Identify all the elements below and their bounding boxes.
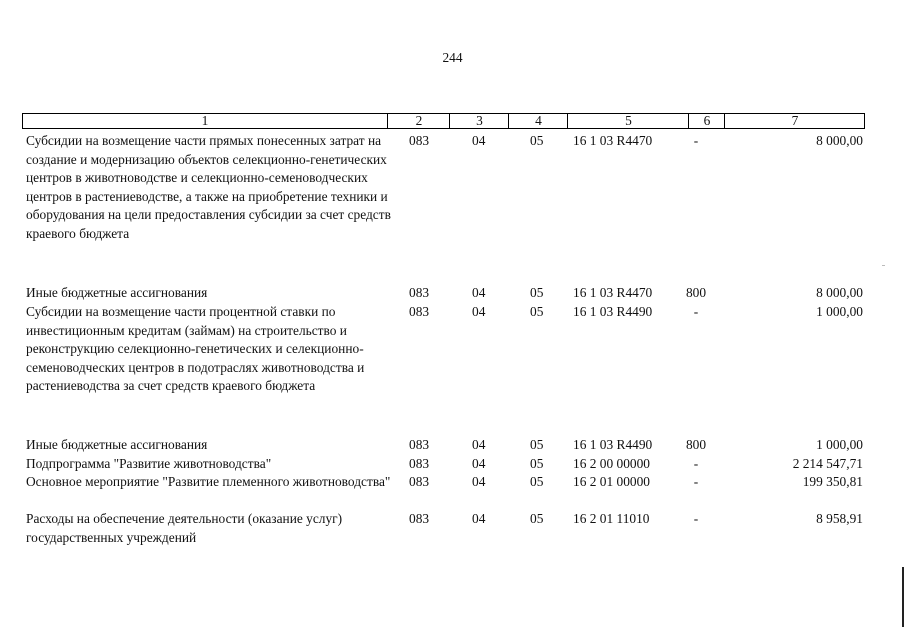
row-subsection: 05: [530, 511, 544, 526]
row-section: 04: [472, 285, 486, 300]
row-amount: 199 350,81: [802, 474, 863, 489]
row-admin-code: 083: [409, 456, 430, 471]
row-expense-type: -: [693, 133, 699, 148]
row-admin-code: 083: [409, 133, 430, 148]
row-description: Основное мероприятие "Развитие племенного животноводства": [26, 474, 391, 489]
row-target-code: 16 2 01 00000: [573, 474, 650, 489]
table-header: [22, 113, 865, 129]
row-subsection: 05: [530, 437, 544, 452]
row-expense-type: -: [693, 474, 699, 489]
row-amount: 8 000,00: [816, 133, 863, 148]
row-admin-code: 083: [409, 511, 430, 526]
header-col-7: 7: [724, 114, 865, 128]
header-col-5: 5: [567, 114, 689, 128]
row-description: Субсидии на возмещение части прямых понесенных затрат на создание и модернизацию объектов селекционно-генетических центров в животноводстве и селекционно-семеноводческих центров в растениеводстве, а также на приобретение техники и оборудования на цели предоставления субсидии за счет средств краевого бюджета: [26, 133, 391, 241]
row-admin-code: 083: [409, 474, 430, 489]
row-expense-type: -: [693, 511, 699, 526]
row-subsection: 05: [530, 474, 544, 489]
row-amount: 8 000,00: [816, 285, 863, 300]
row-admin-code: 083: [409, 437, 430, 452]
row-description: Иные бюджетные ассигнования: [26, 437, 208, 452]
row-subsection: 05: [530, 285, 544, 300]
header-col-2: 2: [387, 114, 450, 128]
row-section: 04: [472, 474, 486, 489]
row-description: Расходы на обеспечение деятельности (оказание услуг) государственных учреждений: [26, 511, 343, 545]
row-target-code: 16 1 03 R4490: [573, 437, 653, 452]
row-amount: 8 958,91: [816, 511, 863, 526]
row-target-code: 16 2 01 11010: [573, 511, 650, 526]
header-col-1: 1: [201, 113, 209, 128]
page-number: 244: [442, 50, 463, 65]
row-expense-type: 800: [685, 437, 707, 452]
header-col-6: 6: [688, 114, 725, 128]
row-section: 04: [472, 511, 486, 526]
row-expense-type: -: [693, 304, 699, 319]
row-target-code: 16 1 03 R4490: [573, 304, 653, 319]
row-amount: 1 000,00: [816, 437, 863, 452]
row-section: 04: [472, 456, 486, 471]
row-section: 04: [472, 304, 486, 319]
row-subsection: 05: [530, 133, 544, 148]
row-expense-type: 800: [685, 285, 707, 300]
row-amount: 2 214 547,71: [792, 456, 863, 471]
header-col-3: 3: [449, 114, 509, 128]
scan-artifact: [882, 265, 885, 266]
header-col-4: 4: [508, 114, 568, 128]
row-target-code: 16 2 00 00000: [573, 456, 650, 471]
row-section: 04: [472, 133, 486, 148]
row-expense-type: -: [693, 456, 699, 471]
row-target-code: 16 1 03 R4470: [573, 133, 653, 148]
row-subsection: 05: [530, 456, 544, 471]
row-subsection: 05: [530, 304, 544, 319]
scan-edge-mark: [902, 567, 904, 627]
row-description: Иные бюджетные ассигнования: [26, 285, 208, 300]
row-admin-code: 083: [409, 285, 430, 300]
row-description: Субсидии на возмещение части процентной ставки по инвестиционным кредитам (займам) на строительство и реконструкцию селекционно-генетических и селекционно-семеноводческих центров в подотраслях животноводства и растениеводства за счет средств краевого бюджета: [26, 304, 365, 394]
row-target-code: 16 1 03 R4470: [573, 285, 653, 300]
row-admin-code: 083: [409, 304, 430, 319]
row-amount: 1 000,00: [816, 304, 863, 319]
row-section: 04: [472, 437, 486, 452]
row-description: Подпрограмма "Развитие животноводства": [26, 456, 272, 471]
